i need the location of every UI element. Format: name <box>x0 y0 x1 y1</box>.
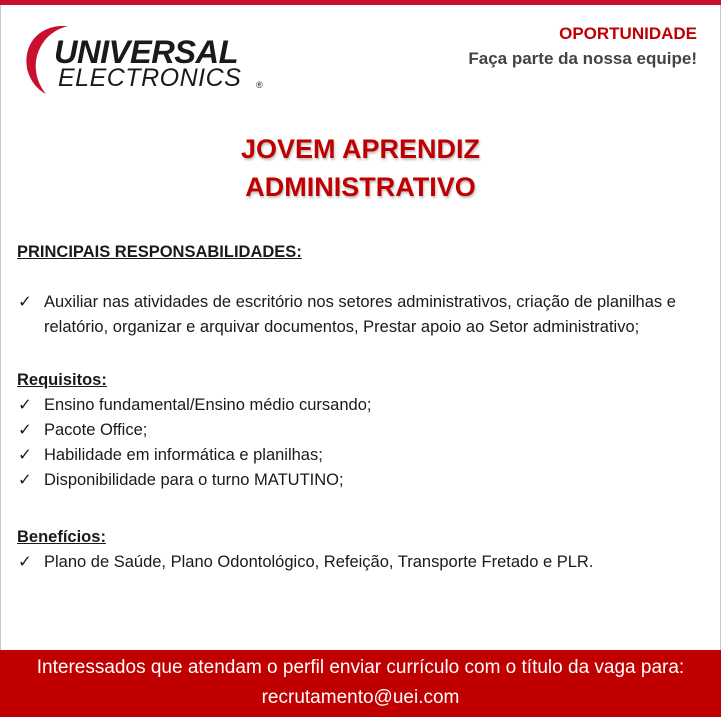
responsibilities-list <box>17 290 697 340</box>
checkmark-icon: ✓ <box>18 471 32 489</box>
logo-line1: UNIVERSAL <box>54 34 239 70</box>
top-accent-bar <box>0 0 721 5</box>
list-item <box>17 468 697 493</box>
company-logo <box>20 20 270 100</box>
checkmark-icon: ✓ <box>18 293 32 311</box>
job-title-line1: JOVEM APRENDIZ <box>240 134 481 164</box>
checkmark-icon: ✓ <box>18 396 32 414</box>
opportunity-block <box>468 22 697 72</box>
contact-footer <box>0 650 721 717</box>
footer-email[interactable]: recrutamento@uei.com <box>261 687 460 708</box>
benefits-heading: Benefícios: <box>17 528 106 546</box>
list-item <box>17 393 697 418</box>
benefits-list <box>17 550 697 575</box>
footer-instructions: Interessados que atendam o perfil enviar currículo com o título da vaga para: <box>36 657 685 678</box>
list-item <box>17 443 697 468</box>
responsibility-text: Auxiliar nas atividades de escritório nos setores administrativos, criação de planilhas e relatório, organizar e arquivar documentos, Prestar apoio ao Setor administrativo; <box>44 293 676 336</box>
responsibilities-heading: PRINCIPAIS RESPONSABILIDADES: <box>17 243 302 261</box>
requirement-text: Ensino fundamental/Ensino médio cursando; <box>44 396 372 414</box>
job-title <box>0 130 721 206</box>
list-item <box>17 550 697 575</box>
requirement-text: Pacote Office; <box>44 421 148 439</box>
opportunity-label: OPORTUNIDADE <box>559 24 697 43</box>
list-item <box>17 290 697 340</box>
requirement-text: Disponibilidade para o turno MATUTINO; <box>44 471 344 489</box>
logo-registered-mark: ® <box>256 80 263 90</box>
benefit-text: Plano de Saúde, Plano Odontológico, Refeição, Transporte Fretado e PLR. <box>44 553 594 571</box>
checkmark-icon: ✓ <box>18 446 32 464</box>
logo-line2: ELECTRONICS <box>58 64 242 92</box>
requirements-heading: Requisitos: <box>17 371 107 389</box>
checkmark-icon: ✓ <box>18 553 32 571</box>
requirements-list <box>17 393 697 493</box>
job-content <box>17 240 697 575</box>
job-title-line2: ADMINISTRATIVO <box>245 172 476 202</box>
opportunity-subtitle: Faça parte da nossa equipe! <box>468 49 697 68</box>
list-item <box>17 418 697 443</box>
checkmark-icon: ✓ <box>18 421 32 439</box>
requirement-text: Habilidade em informática e planilhas; <box>44 446 323 464</box>
